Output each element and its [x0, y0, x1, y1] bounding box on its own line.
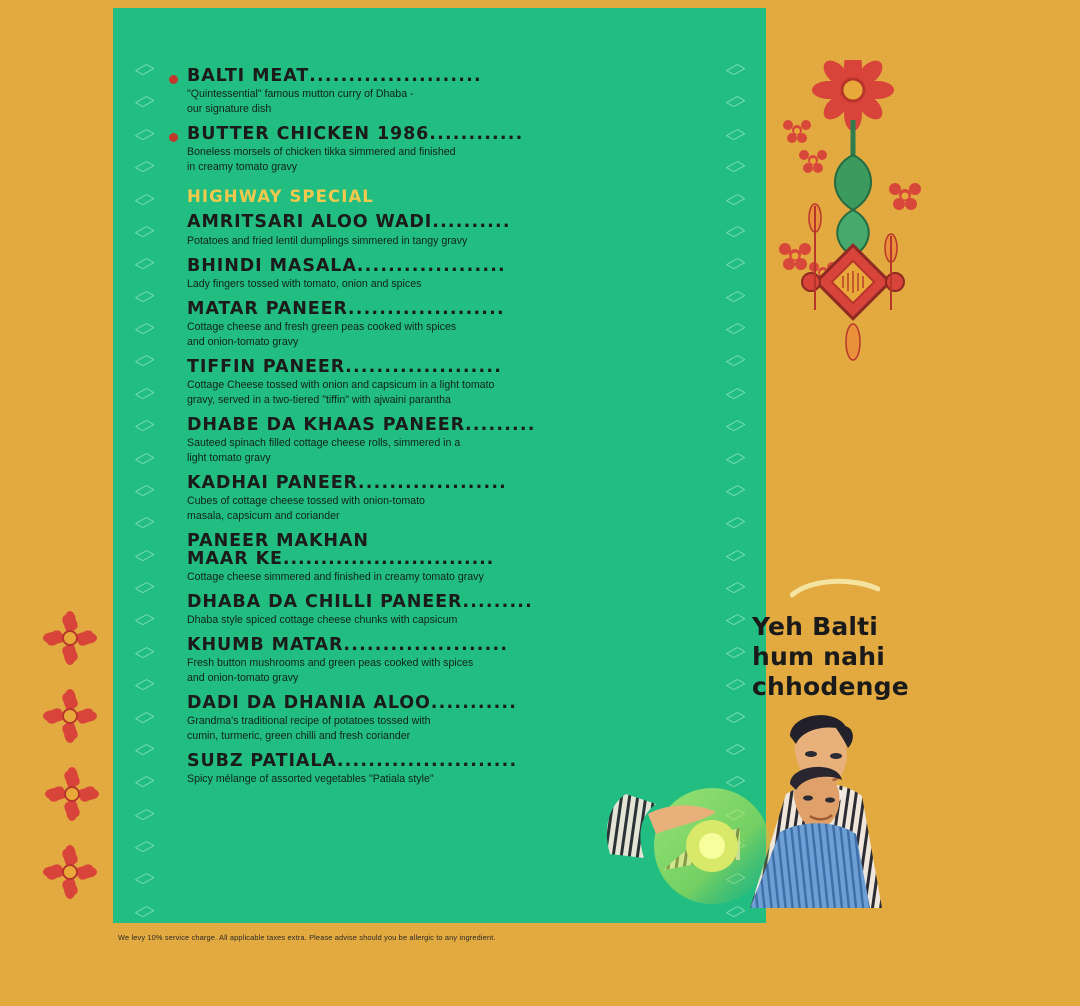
brush-swoosh-decoration: [790, 575, 880, 601]
desc-line-1: Cottage cheese and fresh green peas cooked with spices: [187, 320, 457, 333]
desc-line-1: Spicy mélange of assorted vegetables "Patiala style": [187, 773, 434, 786]
menu-item-description: [187, 320, 607, 350]
menu-item-name: DHABE DA KHAAS PANEER: [187, 415, 465, 436]
menu-item: [187, 256, 687, 292]
desc-line-1: "Quintessential" famous mutton curry of Dhaba -: [187, 88, 414, 101]
menu-item-title: [187, 124, 687, 144]
menu-item-name: DHABA DA CHILLI PANEER: [187, 591, 463, 612]
menu-item-title-line-2: [187, 549, 687, 569]
menu-item-name: TIFFIN PANEER: [187, 356, 346, 377]
menu-item-name: PANEER MAKHAN: [187, 531, 369, 552]
menu-item-description: [187, 772, 607, 787]
menu-item-description: [187, 277, 607, 292]
menu-item-description: [187, 570, 607, 585]
desc-line-1: Potatoes and fried lentil dumplings simmered in tangy gravy: [187, 234, 468, 247]
tagline-line-2: hum nahi: [752, 642, 885, 671]
section-heading-highway-special: HIGHWAY SPECIAL: [187, 187, 374, 207]
menu-item: [187, 212, 687, 248]
menu-item-description: [187, 656, 607, 686]
menu-item-description: [187, 145, 607, 175]
desc-line-1: Sauteed spinach filled cottage cheese rolls, simmered in a: [187, 437, 461, 450]
desc-line-2: our signature dish: [187, 103, 272, 116]
menu-item-description: [187, 87, 607, 117]
menu-item-description: [187, 714, 607, 744]
menu-item-name: BALTI MEAT: [187, 66, 310, 86]
desc-line-1: Boneless morsels of chicken tikka simmered and finished: [187, 146, 456, 159]
menu-item-name-line-2: MAAR KE: [187, 548, 283, 569]
desc-line-1: Dhaba style spiced cottage cheese chunks with capsicum: [187, 613, 458, 626]
menu-item-name: BUTTER CHICKEN 1986: [187, 124, 430, 145]
menu-item: [187, 357, 687, 408]
menu-item-name: KADHAI PANEER: [187, 473, 358, 494]
menu-item-name: MATAR PANEER: [187, 298, 348, 319]
desc-line-1: Fresh button mushrooms and green peas cooked with spices: [187, 657, 474, 669]
tagline-line-3: chhodenge: [752, 672, 909, 701]
menu-item-title: [187, 415, 687, 435]
signature-dish-bullet-icon: [169, 75, 178, 84]
desc-line-2: cumin, turmeric, green chilli and fresh coriander: [187, 730, 411, 743]
leader-dots: .........: [462, 591, 533, 612]
menu-item-name: SUBZ PATIALA: [187, 751, 337, 772]
legal-footnote: We levy 10% service charge. All applicable taxes extra. Please advise should you be allergic to any ingredient.: [118, 933, 496, 942]
menu-item: [187, 473, 687, 524]
leader-dots: .......................: [336, 751, 518, 772]
menu-item-title: [187, 256, 687, 276]
menu-item-title: [187, 473, 687, 493]
left-flower-decoration: [40, 610, 110, 910]
menu-item-name: AMRITSARI ALOO WADI: [187, 212, 433, 233]
leader-dots: ...................: [356, 255, 506, 276]
desc-line-1: Lady fingers tossed with tomato, onion and spices: [187, 277, 422, 290]
signature-dish-bullet-icon: [169, 133, 178, 142]
desc-line-2: gravy, served in a two-tiered "tiffin" with ajwaini parantha: [187, 394, 451, 407]
leader-dots: ....................: [345, 356, 503, 377]
menu-item-title: [187, 212, 687, 232]
menu-item-description: [187, 436, 607, 466]
leader-dots: ............................: [282, 548, 495, 569]
left-diamond-border: [137, 63, 151, 918]
menu-item-title: [187, 66, 687, 86]
leader-dots: ....................: [347, 298, 505, 319]
menu-item: [187, 299, 687, 350]
menu-item: [187, 124, 687, 175]
menu-item-description: [187, 613, 607, 628]
desc-line-1: Grandma's traditional recipe of potatoes tossed with: [187, 715, 431, 728]
leader-dots: ...................: [357, 473, 508, 494]
desc-line-1: Cottage cheese simmered and finished in creamy tomato gravy: [187, 570, 484, 583]
menu-item: [187, 531, 687, 584]
leader-dots: ...........: [430, 693, 518, 714]
leader-dots: ......................: [309, 66, 482, 86]
leader-dots: ..........: [432, 212, 511, 233]
desc-line-2: and onion-tomato gravy: [187, 672, 299, 685]
menu-item-description: [187, 234, 607, 249]
menu-item-description: [187, 494, 607, 524]
leader-dots: .........: [464, 415, 536, 436]
desc-line-2: light tomato gravy: [187, 452, 271, 465]
desc-line-2: in creamy tomato gravy: [187, 161, 298, 174]
menu-item-name: KHUMB MATAR: [187, 634, 344, 655]
desc-line-2: masala, capsicum and coriander: [187, 510, 340, 523]
people-illustration: [590, 608, 930, 908]
menu-item-title: [187, 357, 687, 377]
leader-dots: ............: [429, 124, 524, 145]
tagline-line-1: Yeh Balti: [752, 612, 879, 641]
menu-item-title: [187, 299, 687, 319]
hanging-ornament-decoration: [775, 60, 955, 480]
leader-dots: .....................: [343, 634, 509, 655]
menu-item-name: BHINDI MASALA: [187, 255, 357, 276]
desc-line-1: Cubes of cottage cheese tossed with onion-tomato: [187, 495, 425, 508]
menu-item: [187, 66, 687, 117]
menu-item-description: [187, 378, 607, 408]
desc-line-2: and onion-tomato gravy: [187, 335, 299, 348]
desc-line-1: Cottage Cheese tossed with onion and capsicum in a light tomato: [187, 379, 495, 391]
menu-item-name: DADI DA DHANIA ALOO: [187, 693, 431, 714]
menu-item: [187, 415, 687, 466]
